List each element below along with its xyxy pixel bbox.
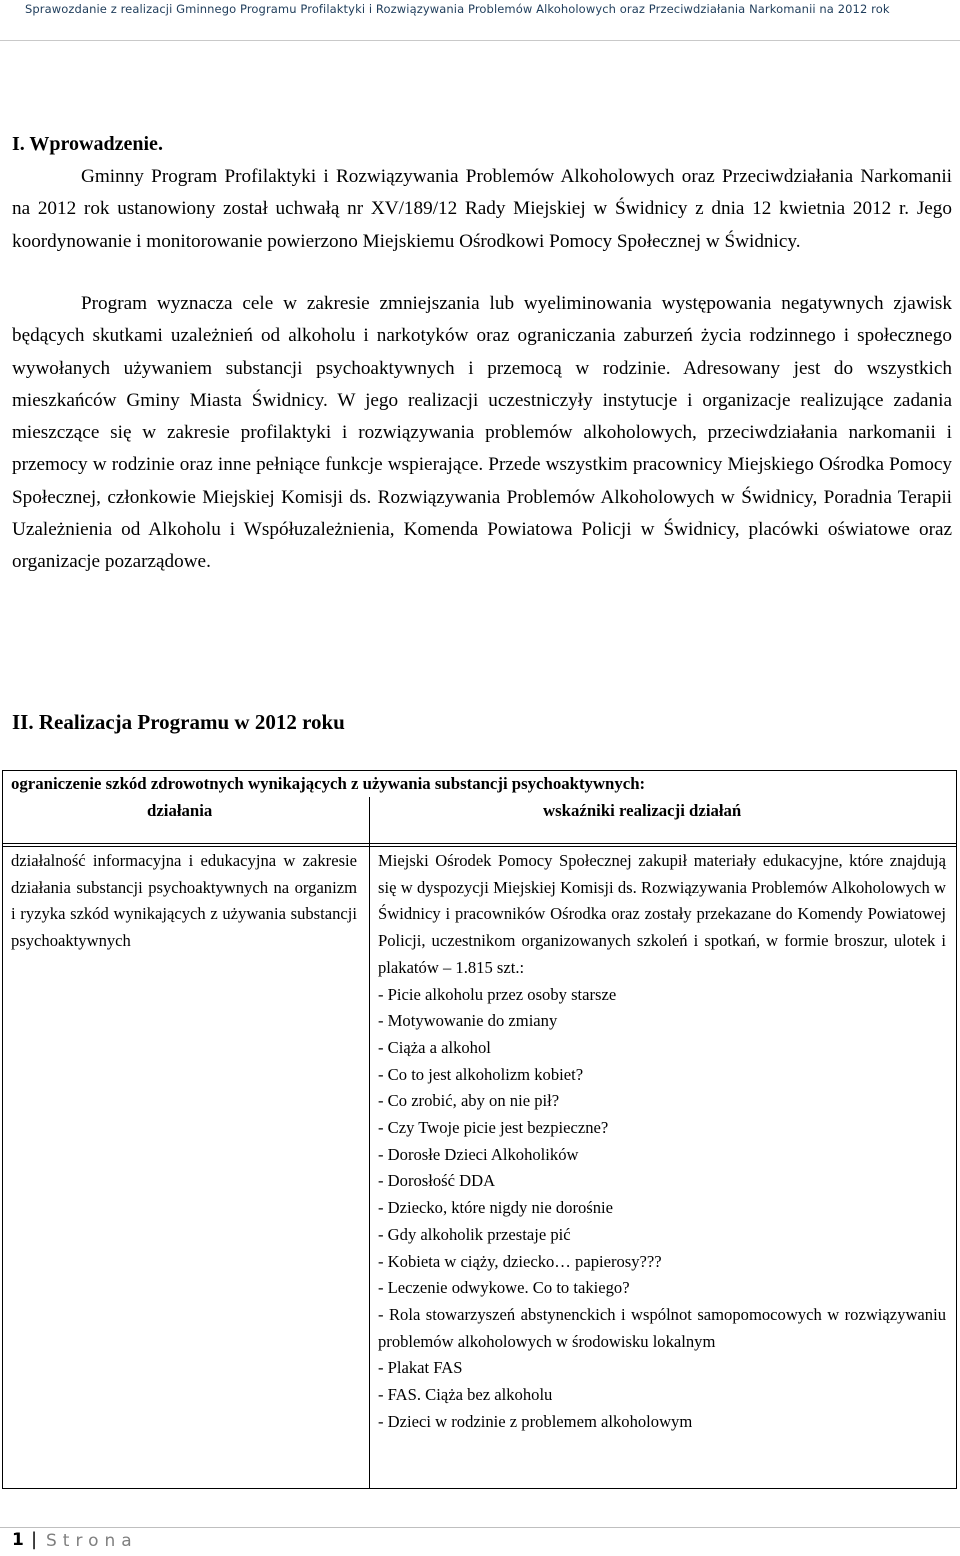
page-word: Strona [46, 1531, 138, 1551]
page-number: 1 [12, 1530, 24, 1550]
list-item: - Leczenie odwykowe. Co to takiego? [378, 1278, 630, 1298]
intro-paragraph-2: Program wyznacza cele w zakresie zmniejszania lub wyeliminowania występowania negatywnych zjawisk będących skutkami uzależnień od alkoholu i narkotyków oraz ograniczania zaburzeń życia rodzinnego i społecznego wywołanych używaniem substancji psychoaktywnych i przemocą w rodzinie. Adresowany jest do wszystkich mieszkańców Gminy Miasta Świdnicy. W jego realizacji uczestniczyły instytucje i organizacje realizujące zadania mieszczące się w zakresie profilaktyki i rozwiązywania problemów alkoholowych, przeciwdziałania narkomanii i przemocy w rodzinie oraz inne pełniące funkcje wspierające. Przede wszystkim pracownicy Miejskiego Ośrodka Pomocy Społecznej, członkowie Miejskiej Komisji ds. Rozwiązywania Problemów Alkoholowych w Świdnicy, Poradnia Terapii Uzależnienia od Alkoholu i Współuzależnienia, Komenda Powiatowa Policji w Świdnicy, placówki oświatowe oraz organizacje pozarządowe. [12, 293, 952, 573]
table-header-divider [369, 797, 370, 845]
list-item: - Dzieci w rodzinie z problemem alkoholowym [378, 1411, 693, 1431]
section-heading-realization: II. Realizacja Programu w 2012 roku [12, 710, 345, 734]
column-header-indicators: wskaźniki realizacji działań [543, 801, 742, 820]
table-cell-action: działalność informacyjna i edukacyjna w zakresie działania substancji psychoaktywnych na organizm i ryzyka szkód wynikających z używania substancji psychoaktywnych [11, 851, 357, 951]
indicators-intro: Miejski Ośrodek Pomocy Społecznej zakupił materiały edukacyjne, które znajdują się w dyspozycji Miejskiej Komisji ds. Rozwiązywania Problemów Alkoholowych w Świdnicy i pracowników Ośrodka oraz zostały przekazane do Komendy Powiatowej Policji, uczestnikom organizowanych szkoleń i spotkań, w formie broszur, ulotek i plakatów – 1.815 szt.: [378, 851, 946, 977]
list-item: - Czy Twoje picie jest bezpieczne? [378, 1118, 609, 1138]
column-header-actions: działania [147, 801, 213, 820]
table-row-divider [2, 843, 957, 844]
table-column-divider [369, 845, 370, 1489]
list-item: - Gdy alkoholik przestaje pić [378, 1224, 571, 1244]
list-item: - Plakat FAS [378, 1358, 463, 1378]
table-cell-indicators [378, 848, 946, 1435]
list-item: - Co zrobić, aby on nie pił? [378, 1091, 560, 1111]
intro-paragraph-1: Gminny Program Profilaktyki i Rozwiązywania Problemów Alkoholowych oraz Przeciwdziałania Narkomanii na 2012 rok ustanowiony został uchwałą nr XV/189/12 Rady Miejskiej w Świdnicy z dnia 12 kwietnia 2012 r. Jego koordynowanie i monitorowanie powierzono Miejskiemu Ośrodkowi Pomocy Społecznej w Świdnicy. [12, 166, 952, 252]
table-title-row: ograniczenie szkód zdrowotnych wynikających z używania substancji psychoaktywnych: [11, 774, 646, 793]
list-item: - Picie alkoholu przez osoby starsze [378, 984, 617, 1004]
list-item: - Motywowanie do zmiany [378, 1011, 558, 1031]
list-item: - Dziecko, które nigdy nie dorośnie [378, 1198, 614, 1218]
list-item: - Dorosłe Dzieci Alkoholików [378, 1144, 579, 1164]
section-heading-introduction: I. Wprowadzenie. [12, 133, 163, 155]
list-item: - Dorosłość DDA [378, 1171, 496, 1191]
running-header [0, 0, 960, 41]
table-row-divider-double [2, 846, 957, 847]
list-item: - FAS. Ciąża bez alkoholu [378, 1385, 553, 1405]
list-item: - Kobieta w ciąży, dziecko… papierosy??? [378, 1251, 662, 1271]
footer-separator: | [31, 1529, 38, 1550]
running-header-title: Sprawozdanie z realizacji Gminnego Programu Profilaktyki i Rozwiązywania Problemów Alkoholowych oraz Przeciwdziałania Narkomanii na 2012 rok [25, 2, 890, 16]
list-item: - Ciąża a alkohol [378, 1037, 491, 1057]
list-item: - Rola stowarzyszeń abstynenckich i wspólnot samopomocowych w rozwiązywaniu problemów alkoholowych w środowisku lokalnym [378, 1304, 946, 1351]
page-footer [0, 1527, 960, 1556]
list-item: - Co to jest alkoholizm kobiet? [378, 1064, 584, 1084]
